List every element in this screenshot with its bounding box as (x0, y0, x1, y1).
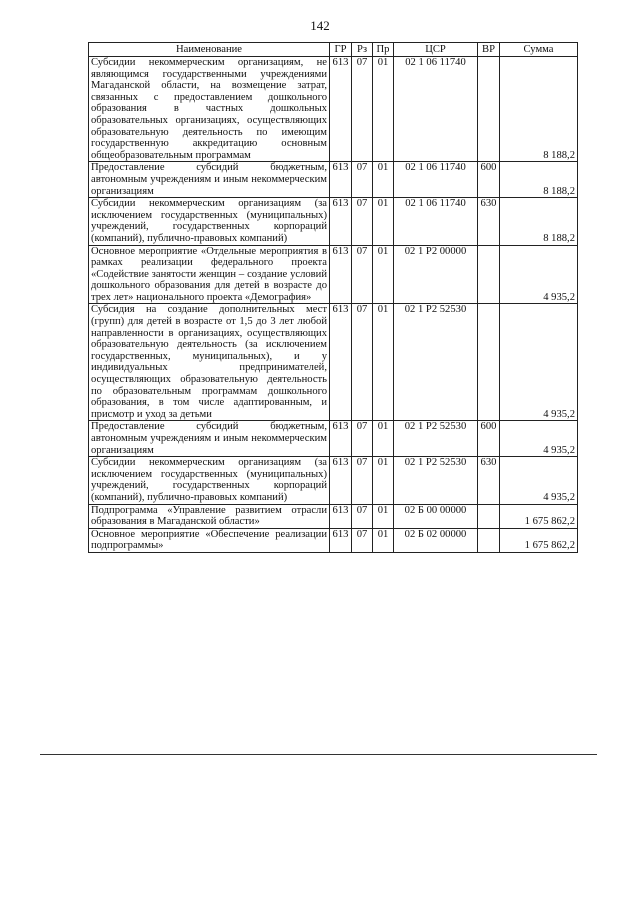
row-vr: 630 (478, 198, 500, 245)
row-name: Субсидия на создание дополнительных мест (групп) для детей в возрасте от 1,5 до 3 лет любой направленности в организациях, осуществляющих образовательную деятельность (за исключением государственных, муниципальных), и у индивидуальных предпринимателей, осуществляющих образовательную деятельность по образовательным программам дошкольного образования, в том числе адаптированным, и присмотр и уход за детьми (89, 304, 330, 421)
row-name: Основное мероприятие «Обеспечение реализации подпрограммы» (89, 528, 330, 552)
row-name: Субсидии некоммерческим организациям (за исключением государственных (муниципальных) учреждений, государственных корпораций (компаний), публично-правовых компаний) (89, 457, 330, 504)
row-sum: 1 675 862,2 (500, 528, 578, 552)
row-pr: 01 (373, 162, 394, 198)
row-csr: 02 1 06 11740 (394, 198, 478, 245)
row-csr: 02 1 P2 00000 (394, 245, 478, 304)
row-csr: 02 1 P2 52530 (394, 457, 478, 504)
row-gr: 613 (330, 421, 352, 457)
table-header-row (89, 43, 578, 57)
table-row (89, 504, 578, 528)
row-vr (478, 528, 500, 552)
row-pr: 01 (373, 421, 394, 457)
table-row (89, 198, 578, 245)
row-gr: 613 (330, 245, 352, 304)
row-gr: 613 (330, 304, 352, 421)
row-gr: 613 (330, 57, 352, 162)
row-rz: 07 (352, 504, 373, 528)
row-sum: 4 935,2 (500, 457, 578, 504)
header-pr: Пр (373, 43, 394, 57)
row-pr: 01 (373, 245, 394, 304)
row-name: Субсидии некоммерческим организациям (за исключением государственных (муниципальных) учреждений, государственных корпораций (компаний), публично-правовых компаний) (89, 198, 330, 245)
row-gr: 613 (330, 457, 352, 504)
table-row (89, 162, 578, 198)
header-rz: Рз (352, 43, 373, 57)
row-vr (478, 504, 500, 528)
header-sum: Сумма (500, 43, 578, 57)
row-vr (478, 57, 500, 162)
row-gr: 613 (330, 162, 352, 198)
header-vr: ВР (478, 43, 500, 57)
row-csr: 02 Б 02 00000 (394, 528, 478, 552)
row-sum: 8 188,2 (500, 162, 578, 198)
table-row (89, 457, 578, 504)
row-pr: 01 (373, 198, 394, 245)
row-rz: 07 (352, 457, 373, 504)
budget-table (88, 42, 578, 553)
table-row (89, 304, 578, 421)
row-vr (478, 245, 500, 304)
row-vr: 600 (478, 421, 500, 457)
table-row (89, 245, 578, 304)
row-pr: 01 (373, 57, 394, 162)
row-gr: 613 (330, 198, 352, 245)
row-csr: 02 Б 00 00000 (394, 504, 478, 528)
table-row (89, 57, 578, 162)
header-csr: ЦСР (394, 43, 478, 57)
row-name: Предоставление субсидий бюджетным, автономным учреждениям и иным некоммерческим организациям (89, 162, 330, 198)
row-rz: 07 (352, 421, 373, 457)
row-vr (478, 304, 500, 421)
row-name: Субсидии некоммерческим организациям, не являющимся государственными учреждениями Магаданской области, на возмещение затрат, связанных с предоставлением дошкольного образования в частных дошкольных образовательных организациях, осуществляющих образовательную деятельность по имеющим государственную аккредитацию основным общеобразовательным программам (89, 57, 330, 162)
row-rz: 07 (352, 304, 373, 421)
row-rz: 07 (352, 245, 373, 304)
row-gr: 613 (330, 528, 352, 552)
row-name: Основное мероприятие «Отдельные мероприятия в рамках реализации федерального проекта «Содействие занятости женщин – создание условий дошкольного образования для детей в возрасте до трех лет» национального проекта «Демография» (89, 245, 330, 304)
row-gr: 613 (330, 504, 352, 528)
row-pr: 01 (373, 504, 394, 528)
footer-divider (40, 754, 597, 755)
row-csr: 02 1 P2 52530 (394, 421, 478, 457)
row-name: Предоставление субсидий бюджетным, автономным учреждениям и иным некоммерческим организациям (89, 421, 330, 457)
row-pr: 01 (373, 304, 394, 421)
table-row (89, 421, 578, 457)
row-rz: 07 (352, 162, 373, 198)
row-rz: 07 (352, 198, 373, 245)
row-rz: 07 (352, 57, 373, 162)
row-sum: 4 935,2 (500, 245, 578, 304)
row-name: Подпрограмма «Управление развитием отрасли образования в Магаданской области» (89, 504, 330, 528)
row-vr: 600 (478, 162, 500, 198)
row-sum: 8 188,2 (500, 57, 578, 162)
header-gr: ГР (330, 43, 352, 57)
row-sum: 4 935,2 (500, 421, 578, 457)
row-csr: 02 1 06 11740 (394, 162, 478, 198)
row-csr: 02 1 06 11740 (394, 57, 478, 162)
row-rz: 07 (352, 528, 373, 552)
table-row (89, 528, 578, 552)
row-vr: 630 (478, 457, 500, 504)
row-pr: 01 (373, 457, 394, 504)
header-name: Наименование (89, 43, 330, 57)
row-csr: 02 1 P2 52530 (394, 304, 478, 421)
row-sum: 8 188,2 (500, 198, 578, 245)
row-sum: 1 675 862,2 (500, 504, 578, 528)
row-sum: 4 935,2 (500, 304, 578, 421)
row-pr: 01 (373, 528, 394, 552)
page-number: 142 (310, 18, 330, 33)
